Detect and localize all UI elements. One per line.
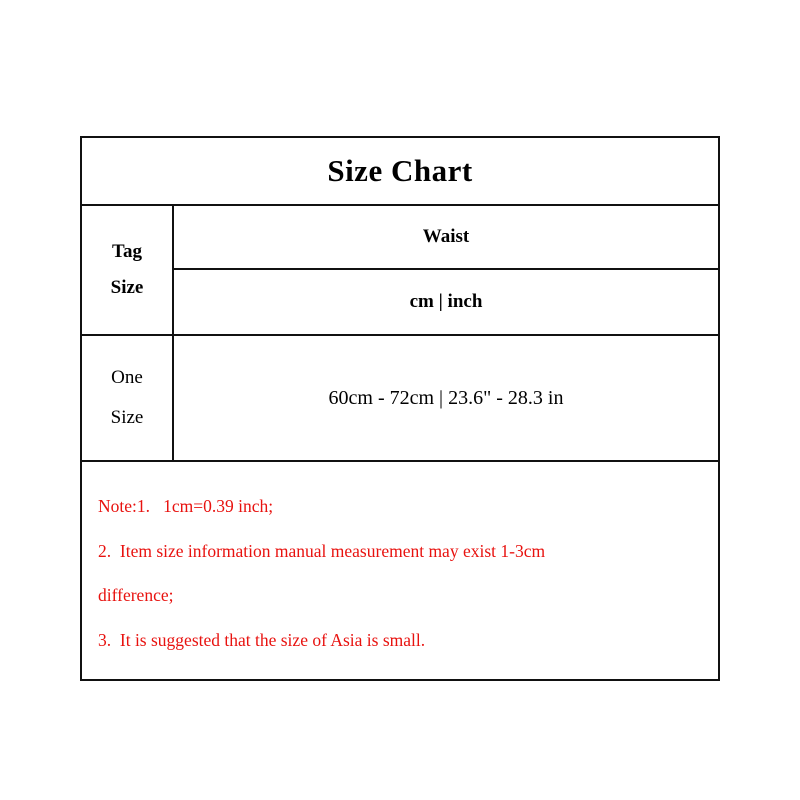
page-title: Size Chart: [327, 153, 473, 188]
size-chart-table: [80, 136, 720, 681]
waist-header: Waist: [174, 206, 718, 270]
measure-header-column: [174, 206, 718, 334]
row-waist-value: 60cm - 72cm | 23.6" - 28.3 in: [328, 386, 564, 409]
tag-size-header: [82, 206, 174, 334]
tag-size-header-line2: Size: [110, 277, 144, 298]
tag-size-header-line1: Tag: [112, 240, 142, 262]
row-size-label-line1: One: [111, 367, 143, 389]
note-line-1: Note:1. 1cm=0.39 inch;: [98, 496, 274, 516]
note-line-3: difference;: [98, 585, 174, 606]
unit-header: cm | inch: [409, 291, 483, 312]
notes-block: [82, 462, 718, 673]
note-line-2: 2. Item size information manual measurement may exist 1-3cm: [98, 540, 546, 561]
chart-title-row: [82, 138, 718, 206]
row-size-label: [82, 336, 174, 460]
note-line-4: 3. It is suggested that the size of Asia is small.: [98, 629, 426, 650]
table-row: [82, 336, 718, 462]
row-size-label-line2: Size: [110, 407, 144, 428]
table-header-block: [82, 206, 718, 336]
